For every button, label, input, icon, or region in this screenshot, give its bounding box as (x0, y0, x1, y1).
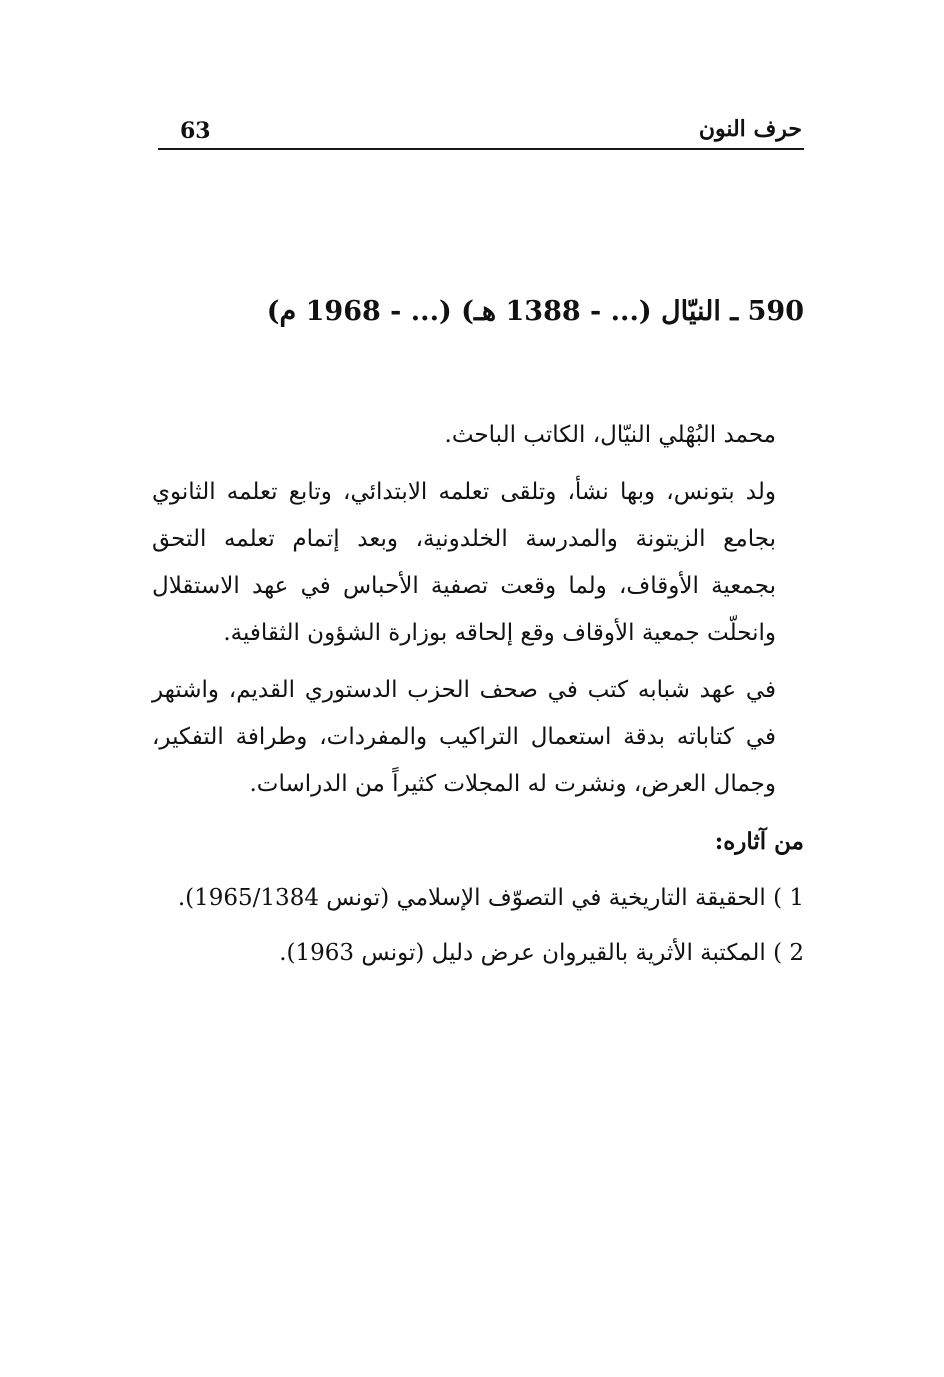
biography-paragraph: ولد بتونس، وبها نشأ، وتلقى تعلمه الابتدائي، وتابع تعلمه الثانوي بجامع الزيتونة والمدرسة الخلدونية، وبعد إتمام تعلمه التحق بجمعية الأوقاف، ولما وقعت تصفية الأحباس في عهد الاستقلال وانحلّت جمعية الأوقاف وقع إلحاقه بوزارة الشؤون الثقافية. (152, 479, 776, 646)
entry-body (152, 412, 804, 985)
list-item-number: 1 ) (773, 885, 804, 911)
page-header (158, 112, 804, 150)
works-list (152, 875, 804, 977)
works-heading: من آثاره: (714, 828, 804, 855)
list-item-text: المكتبة الأثرية بالقيروان عرض دليل (تونس 1963). (279, 940, 766, 966)
entry-title: 590 ـ النيّال (... - 1388 هـ) (... - 1968 م) (266, 296, 804, 327)
name-line: محمد البُهْلي النيّال، الكاتب الباحث. (444, 422, 776, 448)
career-paragraph: في عهد شبابه كتب في صحف الحزب الدستوري القديم، واشتهر في كتاباته بدقة استعمال التراكيب والمفردات، وطرافة التفكير، وجمال العرض، ونشرت له المجلات كثيراً من الدراسات. (152, 677, 776, 797)
list-item-text: الحقيقة التاريخية في التصوّف الإسلامي (تونس 1965/1384). (177, 885, 766, 911)
list-item (152, 930, 804, 977)
list-item-number: 2 ) (773, 940, 804, 966)
page-number: 63 (180, 118, 211, 144)
running-head: حرف النون (698, 116, 802, 142)
list-item (152, 875, 804, 922)
